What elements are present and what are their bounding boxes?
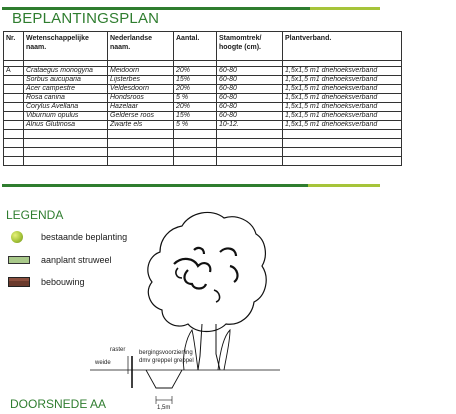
- legend-item-shrub-planting: [8, 255, 112, 265]
- planting-table: [3, 31, 402, 166]
- table-row: [4, 76, 402, 85]
- cell-count: 20%: [174, 103, 217, 112]
- cell-nr: [4, 112, 24, 121]
- cell-scientific-name: Rosa canina: [24, 94, 108, 103]
- cell-nr: A: [4, 67, 24, 76]
- col-header-scientific-name: Wetenschappelijke naam.: [24, 32, 108, 61]
- legend-label: aanplant struweel: [41, 255, 112, 265]
- table-row: [4, 112, 402, 121]
- cell-spacing: 1,5x1,5 m1 driehoeksverband: [283, 121, 402, 130]
- cell-count: 5 %: [174, 121, 217, 130]
- table-row: [4, 121, 402, 130]
- table-row-empty: [4, 139, 402, 148]
- cell-spacing: 1,5x1,5 m1 driehoeksverband: [283, 94, 402, 103]
- cell-dutch-name: Hazelaar: [108, 103, 174, 112]
- tree-crown-outline: [148, 212, 266, 331]
- cell-count: 5 %: [174, 94, 217, 103]
- legend-title: LEGENDA: [6, 208, 64, 222]
- cell-spacing: 1,5x1,5 m1 driehoeksverband: [283, 112, 402, 121]
- table-row: [4, 103, 402, 112]
- section-rule-light: [308, 184, 380, 187]
- cell-count: 20%: [174, 67, 217, 76]
- label-width: 1,5m: [157, 405, 171, 411]
- cell-nr: [4, 76, 24, 85]
- section-rule-dark: [2, 184, 308, 187]
- label-storage-1: bergingsvoorziening: [139, 350, 193, 356]
- section-title: DOORSNEDE AA: [10, 397, 107, 411]
- col-header-dutch-name: Nederlandse naam.: [108, 32, 174, 61]
- cell-dutch-name: Gelderse roos: [108, 112, 174, 121]
- building-swatch: [8, 277, 30, 287]
- table-row-empty: [4, 148, 402, 157]
- cell-count: 15%: [174, 112, 217, 121]
- cell-nr: [4, 103, 24, 112]
- col-header-spacing: Plantverband.: [283, 32, 402, 61]
- cell-scientific-name: Alnus Glutinosa: [24, 121, 108, 130]
- cell-size: 10-12.: [217, 121, 283, 130]
- cell-dutch-name: Lijsterbes: [108, 76, 174, 85]
- table-row: [4, 94, 402, 103]
- label-storage-2: dmv greppel greppel: [139, 358, 194, 364]
- cell-size: 60-80: [217, 112, 283, 121]
- cell-spacing: 1,5x1,5 m1 driehoeksverband: [283, 67, 402, 76]
- cell-dutch-name: Zwarte els: [108, 121, 174, 130]
- cell-size: 60-80: [217, 85, 283, 94]
- table-header-row: [4, 32, 402, 61]
- table-row-empty: [4, 157, 402, 166]
- table-row: [4, 85, 402, 94]
- legend-label: bestaande beplanting: [41, 232, 128, 242]
- cell-dutch-name: Hondsroos: [108, 94, 174, 103]
- cell-dutch-name: Veldesdoorn: [108, 85, 174, 94]
- label-weide: weide: [95, 360, 111, 366]
- cell-scientific-name: Corylus Avellana: [24, 103, 108, 112]
- table-row-empty: [4, 130, 402, 139]
- cell-scientific-name: Acer campestre: [24, 85, 108, 94]
- cell-scientific-name: Crataegus monogyna: [24, 67, 108, 76]
- col-header-size: Stamomtrek/ hoogte (cm).: [217, 32, 283, 61]
- legend-item-building: [8, 277, 85, 287]
- legend-item-existing-planting: [8, 231, 128, 243]
- cell-size: 60-80: [217, 76, 283, 85]
- cell-spacing: 1,5x1,5 m1 driehoeksverband: [283, 76, 402, 85]
- cell-count: 20%: [174, 85, 217, 94]
- cell-scientific-name: Viburnum opulus: [24, 112, 108, 121]
- header-rule-light: [310, 7, 380, 10]
- col-header-nr: Nr.: [4, 32, 24, 61]
- shrub-planting-swatch: [8, 256, 30, 264]
- cell-size: 60-80: [217, 67, 283, 76]
- cell-nr: [4, 85, 24, 94]
- cell-count: 15%: [174, 76, 217, 85]
- page-title: BEPLANTINGSPLAN: [12, 10, 160, 27]
- col-header-count: Aantal.: [174, 32, 217, 61]
- cell-dutch-name: Meidoorn: [108, 67, 174, 76]
- label-raster: raster: [110, 347, 126, 353]
- tree-crown-detail: [174, 248, 237, 289]
- existing-planting-icon: [11, 231, 23, 243]
- cell-nr: [4, 121, 24, 130]
- cell-size: 60-80: [217, 94, 283, 103]
- cell-spacing: 1,5x1,5 m1 driehoeksverband: [283, 85, 402, 94]
- ditch-profile: [146, 370, 182, 388]
- cell-scientific-name: Sorbus aucuparia: [24, 76, 108, 85]
- cell-size: 60-80: [217, 103, 283, 112]
- cell-spacing: 1,5x1,5 m1 driehoeksverband: [283, 103, 402, 112]
- legend-label: bebouwing: [41, 277, 85, 287]
- cross-section-drawing: [90, 206, 280, 414]
- cell-nr: [4, 94, 24, 103]
- table-row: [4, 67, 402, 76]
